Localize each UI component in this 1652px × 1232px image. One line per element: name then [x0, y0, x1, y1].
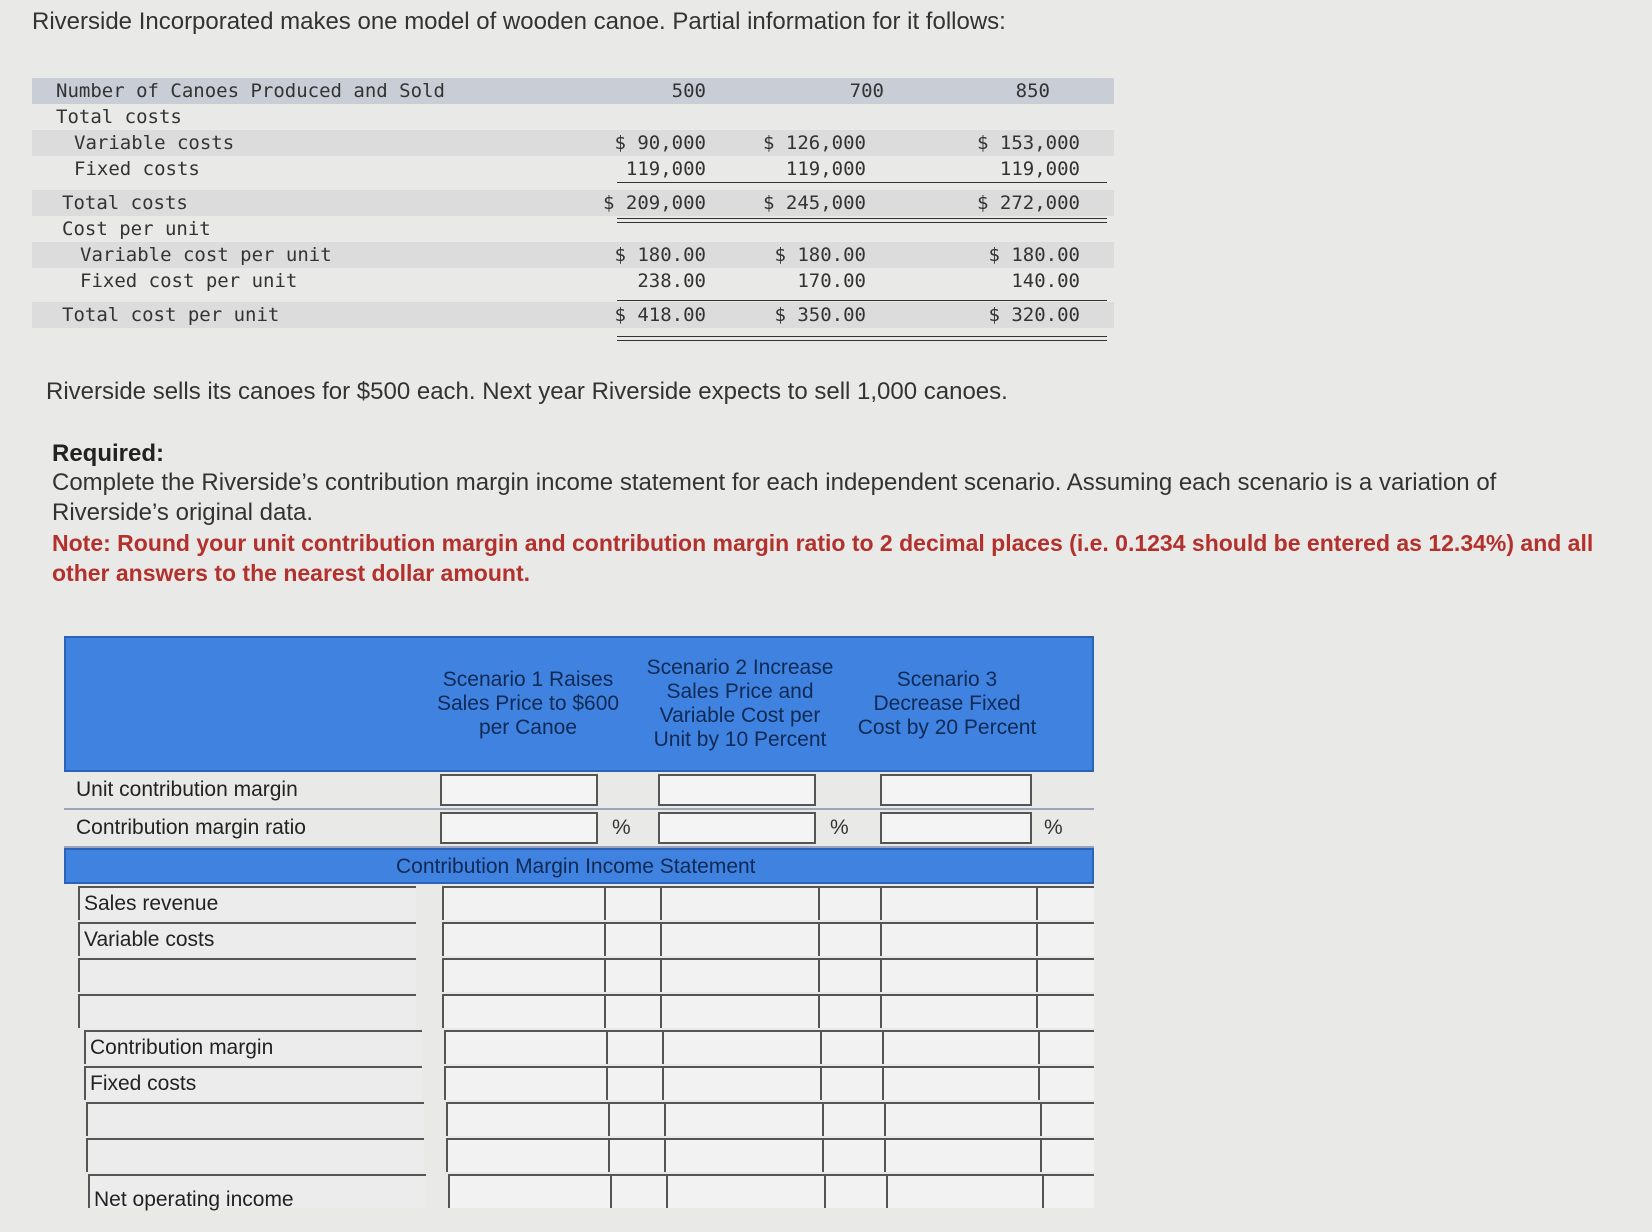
blank-label-input-4[interactable]: [86, 1138, 424, 1172]
s1-blank-input-4[interactable]: [446, 1138, 608, 1172]
net-operating-income-label: Net operating income: [94, 1188, 294, 1211]
contribution-margin-label: Contribution margin: [90, 1036, 274, 1059]
s3-percent-sign: %: [1044, 816, 1063, 839]
required-text: Complete the Riverside’s contribution margin income statement for each independent scenario. Assuming each scenario is a variation of Riverside’s original data.: [52, 469, 1497, 526]
sales-revenue-row: [64, 886, 1094, 922]
tcpu-500: $ 418.00: [614, 304, 706, 326]
s2-blank-aux-2: [818, 994, 880, 1028]
variable-costs-850: $ 153,000: [977, 132, 1080, 154]
variable-costs-700: $ 126,000: [763, 132, 866, 154]
fixed-costs-700: 119,000: [785, 158, 866, 180]
scenario1-header: Scenario 1 Raises Sales Price to $600 per Canoe: [436, 668, 620, 739]
s3-contribution-margin-aux: [1038, 1030, 1094, 1064]
fcpu-850: 140.00: [1011, 270, 1080, 292]
vcpu-500: $ 180.00: [614, 244, 706, 266]
s1-cm-ratio-input[interactable]: [440, 812, 598, 844]
blank-row-3: [64, 1102, 1094, 1138]
s2-cm-ratio-input[interactable]: [658, 812, 816, 844]
total-costs-row: [32, 190, 1114, 216]
s2-blank-input-3[interactable]: [664, 1102, 822, 1136]
cost-table-header: [32, 78, 1114, 104]
s1-fixed-costs-aux: [606, 1066, 662, 1100]
cost-data-table: [32, 78, 1114, 328]
sells-text: Riverside sells its canoes for $500 each. Next year Riverside expects to sell 1,000 canoes.: [46, 378, 1008, 405]
s1-blank-aux-4: [608, 1138, 664, 1172]
s3-cm-ratio-input[interactable]: [880, 812, 1032, 844]
s2-variable-costs-aux: [818, 922, 880, 956]
contribution-margin-row: [64, 1030, 1094, 1066]
total-costs-700: $ 245,000: [763, 192, 866, 214]
total-costs-850: $ 272,000: [977, 192, 1080, 214]
cm-ratio-row: [64, 810, 1094, 848]
answer-grid: [64, 636, 1094, 1211]
total-costs-label: Total costs: [62, 192, 188, 214]
variable-costs-row-grid: [64, 922, 1094, 958]
s3-blank-input-1[interactable]: [880, 958, 1036, 992]
fixed-costs-row: [32, 156, 1114, 182]
variable-costs-row: [32, 130, 1114, 156]
s1-blank-aux-3: [608, 1102, 664, 1136]
unit-total-double-rule: [617, 336, 1107, 341]
s2-contribution-margin-input[interactable]: [662, 1030, 820, 1064]
s1-variable-costs-aux: [604, 922, 660, 956]
s3-fixed-costs-aux: [1038, 1066, 1094, 1100]
cost-per-unit-heading: Cost per unit: [62, 218, 211, 240]
s2-blank-input-2[interactable]: [660, 994, 818, 1028]
s3-blank-input-4[interactable]: [884, 1138, 1040, 1172]
s1-sales-revenue-input[interactable]: [442, 886, 604, 920]
vcpu-700: $ 180.00: [774, 244, 866, 266]
s3-sales-revenue-aux: [1036, 886, 1094, 920]
variable-costs-grid-label: Variable costs: [84, 928, 215, 951]
contribution-margin-label-box: [84, 1030, 422, 1064]
col-850: 850: [1015, 80, 1050, 102]
s3-blank-aux-2: [1036, 994, 1094, 1028]
required-section: [52, 440, 1612, 588]
s3-fixed-costs-input[interactable]: [882, 1066, 1038, 1100]
variable-cost-per-unit-label: Variable cost per unit: [80, 244, 332, 266]
s3-net-operating-income-input[interactable]: [886, 1174, 1042, 1208]
net-operating-income-label-box: [88, 1174, 426, 1211]
s1-blank-input-1[interactable]: [442, 958, 604, 992]
s1-variable-costs-input[interactable]: [442, 922, 604, 956]
s2-blank-input-1[interactable]: [660, 958, 818, 992]
s2-fixed-costs-input[interactable]: [662, 1066, 820, 1100]
blank-label-input-1[interactable]: [78, 958, 416, 992]
s1-blank-input-2[interactable]: [442, 994, 604, 1028]
fixed-costs-row-grid: [64, 1066, 1094, 1102]
s1-net-operating-income-aux: [610, 1174, 666, 1208]
blank-label-input-2[interactable]: [78, 994, 416, 1028]
scenario2-header: Scenario 2 Increase Sales Price and Variable Cost per Unit by 10 Percent: [646, 656, 834, 751]
blank-label-input-3[interactable]: [86, 1102, 424, 1136]
sales-revenue-label-box: [78, 886, 416, 920]
s3-variable-costs-aux: [1036, 922, 1094, 956]
fixed-costs-grid-label: Fixed costs: [90, 1072, 197, 1095]
statement-title: Contribution Margin Income Statement: [396, 855, 756, 878]
s3-contribution-margin-input[interactable]: [882, 1030, 1038, 1064]
s1-net-operating-income-input[interactable]: [448, 1174, 610, 1208]
s2-net-operating-income-aux: [824, 1174, 886, 1208]
header-label: Number of Canoes Produced and Sold: [56, 80, 445, 102]
s2-blank-aux-3: [822, 1102, 884, 1136]
s1-blank-input-3[interactable]: [446, 1102, 608, 1136]
fixed-costs-label: Fixed costs: [74, 158, 200, 180]
unit-subtotal-rule: [617, 300, 1107, 301]
s3-unit-cm-input[interactable]: [880, 774, 1032, 806]
variable-cost-per-unit-row: [32, 242, 1114, 268]
fixed-costs-label-box: [84, 1066, 422, 1100]
sales-revenue-label: Sales revenue: [84, 892, 219, 915]
col-500: 500: [671, 80, 706, 102]
s1-fixed-costs-input[interactable]: [444, 1066, 606, 1100]
s2-sales-revenue-aux: [818, 886, 880, 920]
s3-blank-aux-4: [1040, 1138, 1094, 1172]
s1-percent-sign: %: [612, 816, 631, 839]
grid-header: [64, 636, 1094, 772]
total-double-rule: [617, 218, 1107, 223]
total-costs-heading-row: [32, 104, 1114, 130]
vcpu-850: $ 180.00: [988, 244, 1080, 266]
scenario3-header: Scenario 3 Decrease Fixed Cost by 20 Percent: [857, 668, 1037, 739]
unit-cm-row: [64, 772, 1094, 810]
variable-costs-label: Variable costs: [74, 132, 235, 154]
fixed-cost-per-unit-row: [32, 268, 1114, 294]
s1-blank-aux-1: [604, 958, 660, 992]
s3-net-operating-income-aux: [1042, 1174, 1094, 1208]
unit-cm-label: Unit contribution margin: [76, 778, 298, 801]
tcpu-850: $ 320.00: [988, 304, 1080, 326]
s3-blank-input-3[interactable]: [884, 1102, 1040, 1136]
total-costs-heading: Total costs: [56, 106, 182, 128]
fcpu-500: 238.00: [637, 270, 706, 292]
total-costs-500: $ 209,000: [603, 192, 706, 214]
s3-blank-aux-3: [1040, 1102, 1094, 1136]
s1-sales-revenue-aux: [604, 886, 660, 920]
blank-row-4: [64, 1138, 1094, 1174]
s2-blank-input-4[interactable]: [664, 1138, 822, 1172]
s2-blank-aux-4: [822, 1138, 884, 1172]
net-operating-income-row: [64, 1174, 1094, 1211]
s2-net-operating-income-input[interactable]: [666, 1174, 824, 1208]
statement-title-band: [64, 848, 1094, 884]
s1-blank-aux-2: [604, 994, 660, 1028]
s2-contribution-margin-aux: [820, 1030, 882, 1064]
s2-unit-cm-input[interactable]: [658, 774, 816, 806]
fixed-cost-per-unit-label: Fixed cost per unit: [80, 270, 298, 292]
col-700: 700: [849, 80, 884, 102]
s1-unit-cm-input[interactable]: [440, 774, 598, 806]
s2-variable-costs-input[interactable]: [660, 922, 818, 956]
s3-blank-input-2[interactable]: [880, 994, 1036, 1028]
variable-costs-label-box: [78, 922, 416, 956]
s2-percent-sign: %: [830, 816, 849, 839]
required-heading: Required:: [52, 440, 165, 467]
blank-row-2: [64, 994, 1094, 1030]
total-cost-per-unit-row: [32, 302, 1114, 328]
s1-contribution-margin-aux: [606, 1030, 662, 1064]
subtotal-rule: [617, 182, 1107, 183]
fixed-costs-850: 119,000: [999, 158, 1080, 180]
fixed-costs-500: 119,000: [625, 158, 706, 180]
total-cost-per-unit-label: Total cost per unit: [62, 304, 280, 326]
s2-fixed-costs-aux: [820, 1066, 882, 1100]
cm-ratio-label: Contribution margin ratio: [76, 816, 306, 839]
blank-row-1: [64, 958, 1094, 994]
tcpu-700: $ 350.00: [774, 304, 866, 326]
s1-contribution-margin-input[interactable]: [444, 1030, 606, 1064]
s3-sales-revenue-input[interactable]: [880, 886, 1036, 920]
s2-blank-aux-1: [818, 958, 880, 992]
s3-variable-costs-input[interactable]: [880, 922, 1036, 956]
variable-costs-500: $ 90,000: [614, 132, 706, 154]
intro-text: Riverside Incorporated makes one model of wooden canoe. Partial information for it follows:: [32, 8, 1006, 35]
fcpu-700: 170.00: [797, 270, 866, 292]
s3-blank-aux-1: [1036, 958, 1094, 992]
rounding-note: Note: Round your unit contribution margin and contribution margin ratio to 2 decimal places (i.e. 0.1234 should be entered as 12.34%) and all other answers to the nearest dollar amount.: [52, 530, 1594, 586]
s2-sales-revenue-input[interactable]: [660, 886, 818, 920]
